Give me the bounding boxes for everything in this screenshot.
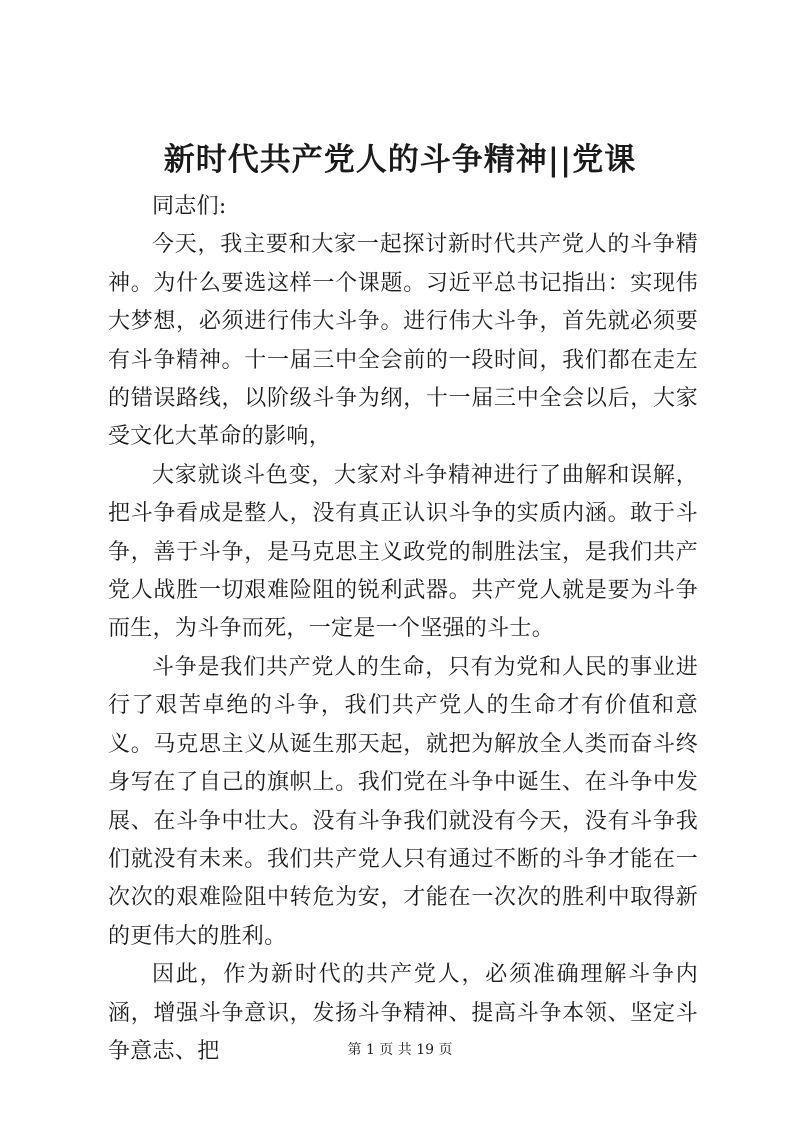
document-body [108,188,698,1071]
paragraph-3: 斗争是我们共产党人的生命，只有为党和人民的事业进行了艰苦卓绝的斗争，我们共产党人的生命才有价值和意义。马克思主义从诞生那天起，就把为解放全人类而奋斗终身写在了自己的旗帜上。我们党在斗争中诞生、在斗争中发展、在斗争中壮大。没有斗争我们就没有今天，没有斗争我们就没有未来。我们共产党人只有通过不断的斗争才能在一次次的艰难险阻中转危为安，才能在一次次的胜利中取得新的更伟大的胜利。 [108,654,698,949]
paragraph-1: 今天，我主要和大家一起探讨新时代共产党人的斗争精神。为什么要选这样一个课题。习近平总书记指出：实现伟大梦想，必须进行伟大斗争。进行伟大斗争，首先就必须要有斗争精神。十一届三中全会前的一段时间，我们都在走左的错误路线，以阶级斗争为纲，十一届三中全会以后，大家受文化大革命的影响， [108,232,698,450]
paragraph-2: 大家就谈斗色变，大家对斗争精神进行了曲解和误解，把斗争看成是整人，没有真正认识斗争的实质内涵。敢于斗争，善于斗争，是马克思主义政党的制胜法宝，是我们共产党人战胜一切艰难险阻的锐利武器。共产党人就是要为斗争而生，为斗争而死，一定是一个坚强的斗士。 [108,462,698,642]
paragraph-4: 因此，作为新时代的共产党人，必须准确理解斗争内涵，增强斗争意识，发扬斗争精神、提高斗争本领、坚定斗争意志、把 [108,962,698,1064]
salutation: 同志们: [152,194,227,219]
document-title: 新时代共产党人的斗争精神||党课 [163,142,637,178]
page-footer: 第 1 页 共 19 页 [347,1042,453,1058]
